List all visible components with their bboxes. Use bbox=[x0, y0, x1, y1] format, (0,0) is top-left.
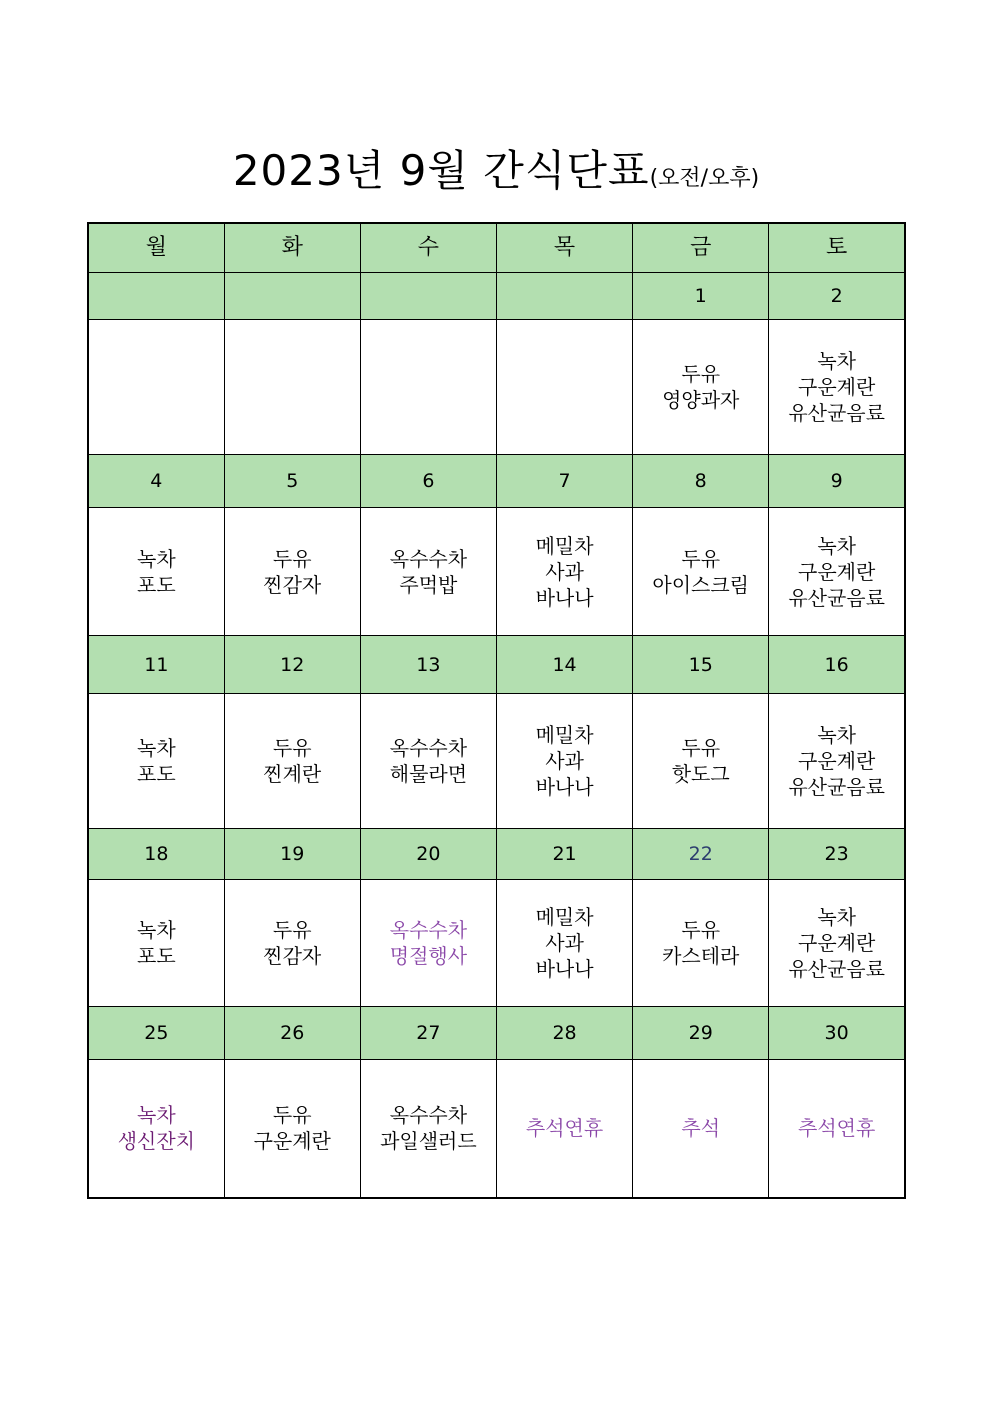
weekday-wed: 수 bbox=[360, 223, 496, 273]
date-cell: 28 bbox=[496, 1007, 632, 1060]
menu-item: 두유 bbox=[272, 1103, 312, 1128]
menu-item: 두유 bbox=[681, 736, 721, 760]
date-cell: 8 bbox=[633, 455, 769, 508]
menu-item: 바나나 bbox=[535, 957, 594, 981]
date-cell: 18 bbox=[88, 829, 224, 880]
menu-item: 해물라면 bbox=[389, 762, 468, 786]
weekday-sat: 토 bbox=[769, 223, 905, 273]
date-cell: 20 bbox=[360, 829, 496, 880]
menu-cell bbox=[224, 508, 360, 636]
menu-cell bbox=[769, 694, 905, 829]
menu-item: 포도 bbox=[137, 762, 176, 786]
menu-cell bbox=[224, 1060, 360, 1198]
menu-item: 녹차 bbox=[817, 533, 856, 558]
menu-cell bbox=[633, 694, 769, 829]
date-cell: 2 bbox=[769, 273, 905, 320]
menu-item: 사과 bbox=[545, 931, 584, 955]
menu-row bbox=[88, 880, 905, 1007]
menu-item: 메밀차 bbox=[535, 905, 594, 929]
menu-cell bbox=[224, 880, 360, 1007]
menu-item: 녹차 bbox=[817, 723, 856, 747]
menu-item: 과일샐러드 bbox=[380, 1129, 477, 1154]
menu-item: 메밀차 bbox=[535, 723, 594, 747]
weekday-fri: 금 bbox=[633, 223, 769, 273]
menu-item: 찐감자 bbox=[263, 944, 322, 968]
menu-item: 옥수수차 bbox=[389, 546, 468, 571]
menu-item: 옥수수차 bbox=[389, 918, 468, 942]
menu-item: 주먹밥 bbox=[399, 572, 458, 597]
page-title bbox=[0, 138, 992, 198]
date-row bbox=[88, 455, 905, 508]
menu-item: 포도 bbox=[137, 572, 176, 597]
date-row bbox=[88, 829, 905, 880]
date-cell: 16 bbox=[769, 636, 905, 694]
menu-item: 두유 bbox=[272, 918, 312, 942]
menu-item: 옥수수차 bbox=[389, 736, 468, 760]
date-cell: 19 bbox=[224, 829, 360, 880]
menu-item: 아이스크림 bbox=[652, 572, 749, 597]
menu-item: 구운계란 bbox=[798, 749, 876, 773]
menu-cell bbox=[633, 320, 769, 455]
date-cell: 21 bbox=[496, 829, 632, 880]
menu-cell bbox=[496, 508, 632, 636]
menu-item: 옥수수차 bbox=[389, 1103, 468, 1128]
date-cell: 23 bbox=[769, 829, 905, 880]
menu-cell-empty bbox=[360, 320, 496, 455]
date-cell: 26 bbox=[224, 1007, 360, 1060]
menu-item: 생신잔치 bbox=[117, 1129, 195, 1154]
menu-item: 사과 bbox=[545, 749, 584, 773]
menu-cell bbox=[88, 694, 224, 829]
menu-item: 유산균음료 bbox=[788, 957, 885, 981]
menu-item: 바나나 bbox=[535, 585, 594, 610]
menu-cell-holiday bbox=[633, 1060, 769, 1198]
date-cell: 1 bbox=[633, 273, 769, 320]
date-cell: 27 bbox=[360, 1007, 496, 1060]
menu-cell-holiday bbox=[496, 1060, 632, 1198]
menu-item: 녹차 bbox=[137, 736, 176, 760]
menu-item: 사과 bbox=[545, 559, 584, 584]
menu-cell bbox=[769, 320, 905, 455]
menu-item: 구운계란 bbox=[253, 1129, 331, 1154]
date-cell bbox=[224, 273, 360, 320]
menu-cell bbox=[360, 1060, 496, 1198]
date-cell: 7 bbox=[496, 455, 632, 508]
menu-cell-empty bbox=[496, 320, 632, 455]
date-cell: 6 bbox=[360, 455, 496, 508]
date-cell: 14 bbox=[496, 636, 632, 694]
menu-row bbox=[88, 694, 905, 829]
title-sub: (오전/오후) bbox=[649, 166, 760, 191]
menu-cell-birthday bbox=[88, 1060, 224, 1198]
date-cell: 12 bbox=[224, 636, 360, 694]
menu-cell bbox=[769, 880, 905, 1007]
date-cell: 25 bbox=[88, 1007, 224, 1060]
menu-cell bbox=[633, 880, 769, 1007]
date-cell: 4 bbox=[88, 455, 224, 508]
menu-item: 구운계란 bbox=[798, 375, 876, 399]
menu-item: 유산균음료 bbox=[788, 775, 885, 799]
menu-item: 카스테라 bbox=[662, 944, 740, 968]
date-cell: 13 bbox=[360, 636, 496, 694]
menu-cell bbox=[224, 694, 360, 829]
menu-item: 찐계란 bbox=[263, 762, 322, 786]
menu-cell-empty bbox=[88, 320, 224, 455]
date-cell: 9 bbox=[769, 455, 905, 508]
menu-item: 녹차 bbox=[137, 546, 176, 571]
menu-item: 녹차 bbox=[817, 349, 856, 373]
menu-item: 찐감자 bbox=[263, 572, 322, 597]
menu-item: 명절행사 bbox=[389, 944, 468, 968]
menu-item: 녹차 bbox=[137, 1103, 176, 1128]
weekday-tue: 화 bbox=[224, 223, 360, 273]
title-main: 2023년 9월 간식단표 bbox=[232, 146, 650, 195]
date-cell: 22 bbox=[633, 829, 769, 880]
menu-item: 두유 bbox=[681, 546, 721, 571]
menu-item: 녹차 bbox=[817, 905, 856, 929]
menu-row bbox=[88, 508, 905, 636]
date-row bbox=[88, 273, 905, 320]
menu-row bbox=[88, 1060, 905, 1198]
menu-cell bbox=[633, 508, 769, 636]
date-cell: 29 bbox=[633, 1007, 769, 1060]
menu-item: 메밀차 bbox=[535, 533, 594, 558]
menu-item: 바나나 bbox=[535, 775, 594, 799]
date-cell bbox=[88, 273, 224, 320]
menu-cell bbox=[360, 694, 496, 829]
menu-item: 영양과자 bbox=[662, 388, 740, 412]
date-cell: 15 bbox=[633, 636, 769, 694]
menu-cell-holiday bbox=[769, 1060, 905, 1198]
menu-cell bbox=[496, 880, 632, 1007]
menu-item: 구운계란 bbox=[798, 559, 876, 584]
menu-item: 두유 bbox=[272, 546, 312, 571]
menu-cell bbox=[496, 694, 632, 829]
menu-item: 핫도그 bbox=[671, 762, 730, 786]
menu-cell bbox=[88, 508, 224, 636]
weekday-thu: 목 bbox=[496, 223, 632, 273]
date-cell: 30 bbox=[769, 1007, 905, 1060]
menu-item: 녹차 bbox=[137, 918, 176, 942]
date-row bbox=[88, 636, 905, 694]
menu-item: 추석연휴 bbox=[525, 1116, 604, 1141]
menu-cell-empty bbox=[224, 320, 360, 455]
menu-item: 구운계란 bbox=[798, 931, 876, 955]
weekday-mon: 월 bbox=[88, 223, 224, 273]
date-row bbox=[88, 1007, 905, 1060]
menu-cell bbox=[769, 508, 905, 636]
menu-cell-holiday-event bbox=[360, 880, 496, 1007]
date-cell bbox=[496, 273, 632, 320]
menu-item: 추석연휴 bbox=[798, 1116, 876, 1141]
menu-row bbox=[88, 320, 905, 455]
menu-item: 두유 bbox=[272, 736, 312, 760]
snack-calendar-table bbox=[87, 222, 906, 1199]
menu-item: 유산균음료 bbox=[788, 401, 885, 425]
weekday-header-row bbox=[88, 223, 905, 273]
menu-item: 두유 bbox=[681, 362, 721, 386]
date-cell bbox=[360, 273, 496, 320]
date-cell: 5 bbox=[224, 455, 360, 508]
menu-item: 포도 bbox=[137, 944, 176, 968]
menu-item: 추석 bbox=[681, 1116, 721, 1141]
menu-item: 두유 bbox=[681, 918, 721, 942]
menu-item: 유산균음료 bbox=[788, 585, 885, 610]
menu-cell bbox=[88, 880, 224, 1007]
date-cell: 11 bbox=[88, 636, 224, 694]
menu-cell bbox=[360, 508, 496, 636]
